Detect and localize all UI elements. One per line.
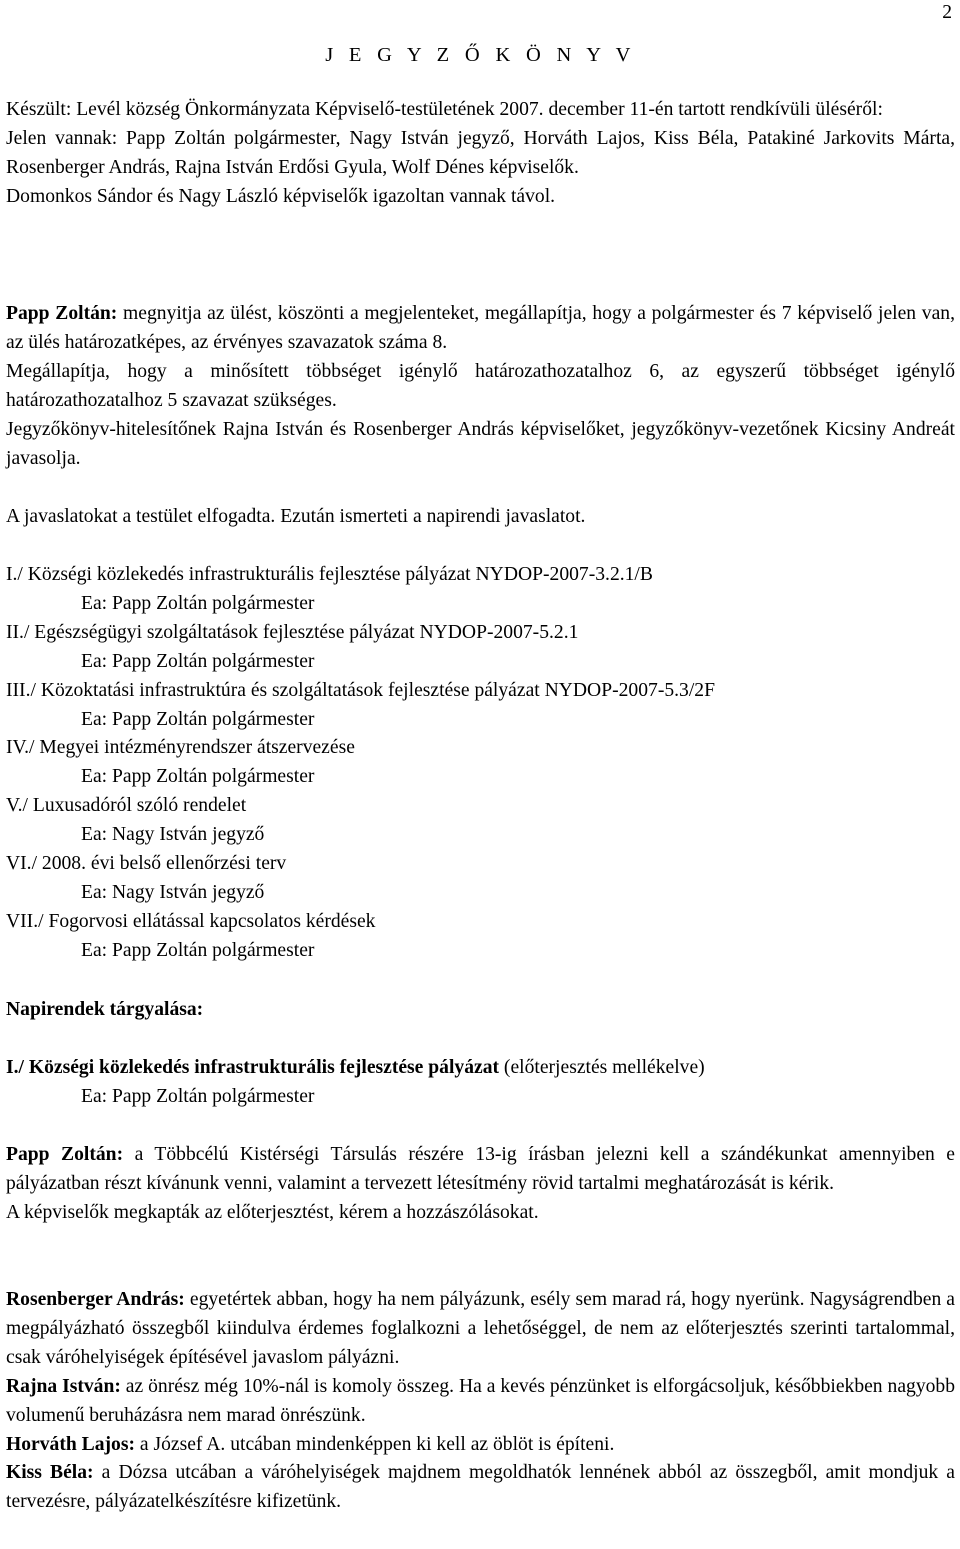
opening-text: megnyitja az ülést, köszönti a megjelenteket, megállapítja, hogy a polgármester és 7 képviselő jelen van, az ülés határozatképes, az érvényes szavazatok száma 8. xyxy=(6,303,956,353)
statement xyxy=(6,1431,955,1460)
speaker-name: Kiss Béla: xyxy=(6,1462,94,1484)
statement-text: a József A. utcában mindenképpen ki kell az öblöt is építeni. xyxy=(135,1433,615,1455)
agenda-item: V./ Luxusadóról szóló rendelet xyxy=(6,795,247,817)
item-one-section xyxy=(6,1054,955,1112)
item-heading-note: (előterjesztés mellékelve) xyxy=(499,1057,705,1078)
agenda-presenter: Ea: Papp Zoltán polgármester xyxy=(81,592,315,614)
agenda-presenter: Ea: Nagy István jegyző xyxy=(81,824,265,846)
opening-paragraph xyxy=(6,300,955,358)
speaker-name: Papp Zoltán: xyxy=(6,303,118,324)
agenda-item: VI./ 2008. évi belső ellenőrzési terv xyxy=(6,853,287,875)
agenda-presenter: Ea: Nagy István jegyző xyxy=(81,881,265,903)
page-number: 2 xyxy=(942,2,952,23)
statement xyxy=(6,1373,955,1431)
intro-section xyxy=(6,96,955,212)
speaker-name: Horváth Lajos: xyxy=(6,1433,135,1455)
opening-section xyxy=(6,300,955,473)
statement-text: a Többcélú Kistérségi Társulás részére 13-ig írásban jelezni kell a szándékunkat amennyiben e pályázatban részt kívánunk venni, valamint a tervezett létesítmény rövid tartalmi meghatározását is kérik. xyxy=(6,1144,956,1194)
authenticators-paragraph: Jegyzőkönyv-hitelesítőnek Rajna István és Rosenberger András képviselőket, jegyzőkönyv-vezetőnek Kicsiny Andreát javasolja. xyxy=(6,418,955,469)
item-heading: I./ Községi közlekedés infrastrukturális fejlesztése pályázat xyxy=(6,1057,500,1078)
agenda-presenter: Ea: Papp Zoltán polgármester xyxy=(81,650,315,672)
statement-text: a Dózsa utcában a váróhelyiségek majdnem megoldhatók lennének abból az összegből, amit mondjuk a tervezésre, pályázatelkészítésre kifizetünk. xyxy=(6,1462,955,1513)
statement xyxy=(6,1199,955,1228)
agenda-item: III./ Közoktatási infrastruktúra és szolgáltatások fejlesztése pályázat NYDOP-2007-5.3/2F xyxy=(6,679,715,701)
speaker-name: Rosenberger András: xyxy=(6,1289,185,1310)
speaker-name: Rajna István: xyxy=(6,1375,121,1397)
speaker-name: Papp Zoltán: xyxy=(6,1144,124,1165)
item-heading-line xyxy=(6,1054,955,1083)
statement-text: A képviselők megkapták az előterjesztést, kérem a hozzászólásokat. xyxy=(6,1201,539,1223)
item-presenter: Ea: Papp Zoltán polgármester xyxy=(81,1085,315,1107)
present-members: Jelen vannak: Papp Zoltán polgármester, Nagy István jegyző, Horváth Lajos, Kiss Béla, Patakiné Jarkovits Márta, Rosenberger András, Rajna István Erdősi Gyula, Wolf Dénes képviselők. xyxy=(6,127,955,178)
agenda-item: VII./ Fogorvosi ellátással kapcsolatos kérdések xyxy=(6,910,376,932)
agenda-item: I./ Községi közlekedés infrastrukturális fejlesztése pályázat NYDOP-2007-3.2.1/B xyxy=(6,564,653,585)
statement-group xyxy=(6,1286,955,1517)
document-title: J E G Y Z Ő K Ö N Y V xyxy=(325,44,636,66)
absent-members: Domonkos Sándor és Nagy László képviselők igazoltan vannak távol. xyxy=(6,185,556,207)
agenda-list xyxy=(6,561,955,966)
statement-text: egyetértek abban, hogy ha nem pályázunk, esély sem marad rá, hogy nyerünk. Nagyságrendben a megpályázható összegből kiindulva érdemes foglalkozni a lehetőséggel, de nem az előterjesztés szerinti tartalommal, csak váróhelyiségek építésével javaslom pályázni. xyxy=(6,1289,956,1368)
agenda-presenter: Ea: Papp Zoltán polgármester xyxy=(81,766,315,788)
statement xyxy=(6,1141,955,1199)
statement-group xyxy=(6,1141,955,1228)
agenda-item: IV./ Megyei intézményrendszer átszervezése xyxy=(6,737,355,759)
agenda-presenter: Ea: Papp Zoltán polgármester xyxy=(81,708,315,730)
intro-line: Készült: Levél község Önkormányzata Képviselő-testületének 2007. december 11-én tartott rendkívüli üléséről: xyxy=(6,99,883,120)
majority-paragraph: Megállapítja, hogy a minősített többséget igénylő határozathozatalhoz 6, az egyszerű többséget igénylő határozathozatalhoz 5 szavazat szükséges. xyxy=(6,360,955,411)
discussion-heading: Napirendek tárgyalása: xyxy=(6,999,204,1020)
statement xyxy=(6,1286,955,1373)
accepted-line: A javaslatokat a testület elfogadta. Ezután ismerteti a napirendi javaslatot. xyxy=(6,506,586,527)
agenda-presenter: Ea: Papp Zoltán polgármester xyxy=(81,939,315,961)
agenda-item: II./ Egészségügyi szolgáltatások fejlesztése pályázat NYDOP-2007-5.2.1 xyxy=(6,621,579,643)
statement-text: az önrész még 10%-nál is komoly összeg. Ha a kevés pénzünket is elforgácsoljuk, későbbiekben nagyobb volumenű beruházásra nem marad önrészünk. xyxy=(6,1375,956,1426)
statement xyxy=(6,1459,955,1517)
